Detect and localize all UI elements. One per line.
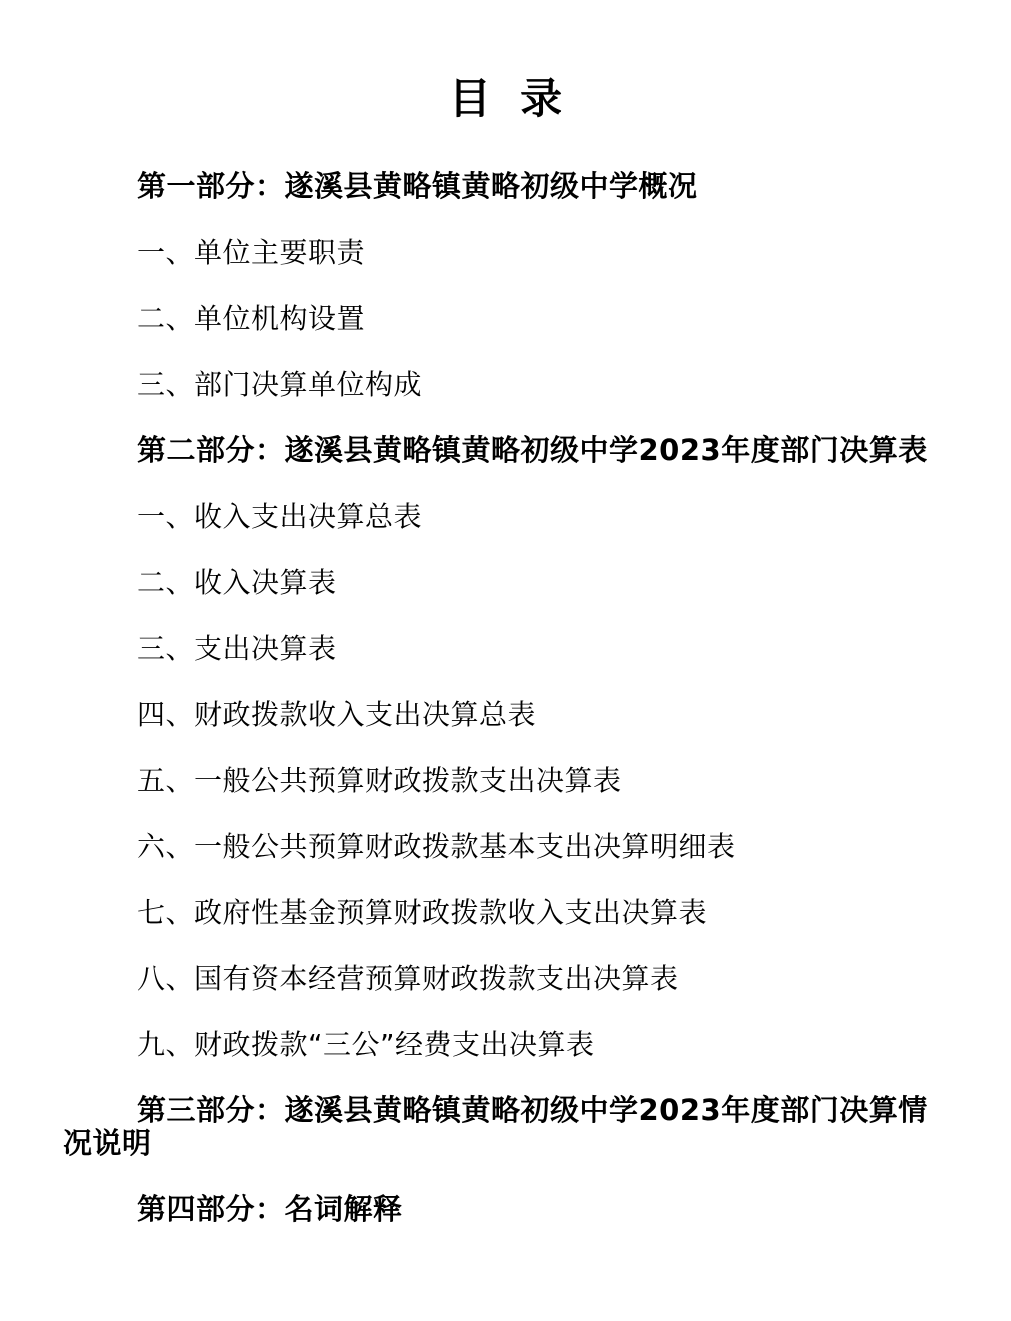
toc-section-heading-2: 第二部分：遂溪县黄略镇黄略初级中学2023年度部门决算表	[137, 433, 928, 467]
toc-item: 六、一般公共预算财政拨款基本支出决算明细表	[137, 830, 736, 863]
toc-item: 二、收入决算表	[137, 566, 337, 599]
toc-section-heading-3: 第三部分：遂溪县黄略镇黄略初级中学2023年度部门决算情况说明	[63, 1093, 928, 1160]
toc-item: 一、单位主要职责	[137, 236, 366, 269]
toc-item: 七、政府性基金预算财政拨款收入支出决算表	[137, 896, 708, 929]
toc-item: 三、部门决算单位构成	[137, 368, 423, 401]
page-title: 目 录	[448, 74, 563, 123]
toc-item: 五、一般公共预算财政拨款支出决算表	[137, 764, 622, 797]
toc-section-heading-1: 第一部分：遂溪县黄略镇黄略初级中学概况	[137, 169, 698, 203]
toc-section-heading-4: 第四部分：名词解释	[137, 1192, 403, 1226]
toc-item: 三、支出决算表	[137, 632, 337, 665]
toc-item: 二、单位机构设置	[137, 302, 366, 335]
toc-item: 四、财政拨款收入支出决算总表	[137, 698, 537, 731]
toc-item: 八、国有资本经营预算财政拨款支出决算表	[137, 962, 679, 995]
toc-item: 一、收入支出决算总表	[137, 500, 423, 533]
toc-item: 九、财政拨款“三公”经费支出决算表	[137, 1028, 595, 1061]
